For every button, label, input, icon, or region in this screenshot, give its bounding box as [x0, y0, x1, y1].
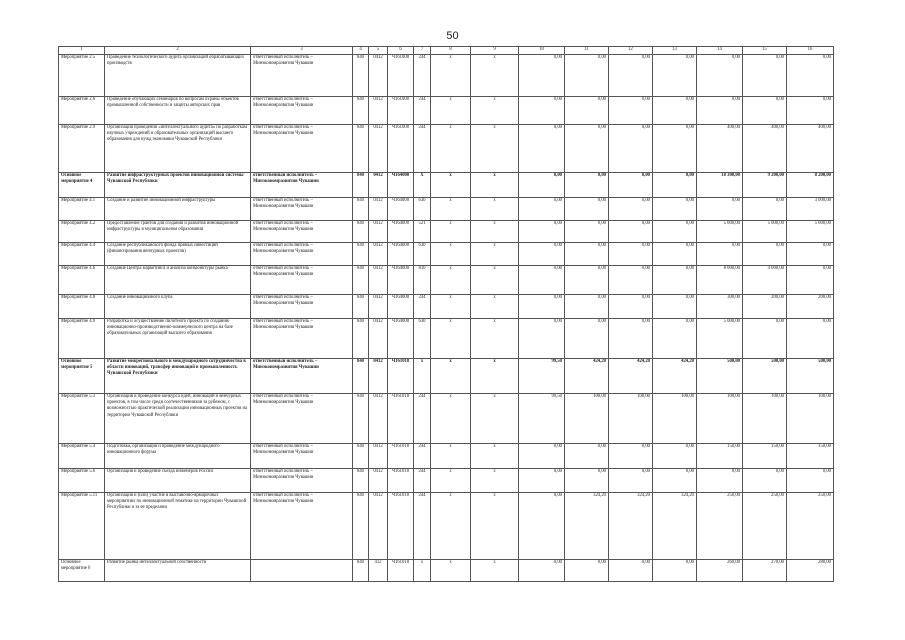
- cell-target-article: Ч161018: [388, 469, 414, 493]
- cell-val-2015: 0,00: [565, 97, 609, 125]
- cell-expense-type: 244: [414, 125, 431, 173]
- cell-val-2020: 0,00: [787, 55, 834, 97]
- cell-val-2019: 200,00: [743, 295, 787, 319]
- cell-executor: ответственный исполнитель – Минэкономразвития Чувашии: [251, 319, 353, 359]
- cell-activity-title: Создание инновационного клуба: [105, 295, 251, 319]
- cell-val-2015: 0,00: [565, 125, 609, 173]
- cell-val-2017: 0,00: [653, 319, 697, 359]
- cell-activity-code: Мероприятие 4.8: [59, 295, 105, 319]
- cell-val-2020: 8 200,00: [787, 173, 834, 198]
- cell-section-code: 0412: [369, 198, 388, 221]
- cell-target-article: Ч161000: [388, 97, 414, 125]
- cell-val-2014: 99,50: [519, 359, 565, 394]
- cell-val-2020: 280,00: [787, 560, 834, 582]
- cell-val-2018: 400,00: [697, 125, 743, 173]
- cell-activity-code: Мероприятие 5.11: [59, 493, 105, 560]
- cell-val-2014: 0,00: [519, 221, 565, 243]
- cell-executor: ответственный исполнитель – Минэкономразвития Чувашии: [251, 295, 353, 319]
- cell-section-code: 0412: [369, 125, 388, 173]
- cell-fin-source-2: х: [471, 359, 519, 394]
- cell-val-2019: 9 200,00: [743, 173, 787, 198]
- cell-executor: ответственный исполнитель – Минэкономразвития Чувашии: [251, 55, 353, 97]
- cell-activity-code: Мероприятие 4.1: [59, 198, 105, 221]
- cell-val-2020: 150,00: [787, 444, 834, 469]
- cell-val-2014: 0,00: [519, 560, 565, 582]
- cell-val-2017: 0,00: [653, 125, 697, 173]
- column-number: 3: [251, 47, 353, 55]
- cell-target-article: Ч161018: [388, 493, 414, 560]
- cell-executor: ответственный исполнитель – Минэкономразвития Чувашии: [251, 125, 353, 173]
- cell-activity-title: Создание и развитие инновационной инфраструктуры: [105, 198, 251, 221]
- cell-val-2019: 250,00: [743, 493, 787, 560]
- column-number: 4: [353, 47, 369, 55]
- cell-val-2014: 0,00: [519, 493, 565, 560]
- cell-val-2016: 0,00: [609, 266, 653, 295]
- table-row: [59, 359, 834, 394]
- cell-expense-type: Х: [414, 173, 431, 198]
- cell-expense-type: х: [414, 359, 431, 394]
- cell-executor: [251, 560, 353, 582]
- cell-val-2020: 400,00: [787, 125, 834, 173]
- cell-val-2017: 100,00: [653, 394, 697, 444]
- cell-val-2014: 0,00: [519, 97, 565, 125]
- cell-val-2014: 0,00: [519, 125, 565, 173]
- cell-val-2017: 0,00: [653, 97, 697, 125]
- cell-val-2015: 100,00: [565, 394, 609, 444]
- cell-val-2014: 0,00: [519, 469, 565, 493]
- cell-val-2018: 150,00: [697, 444, 743, 469]
- cell-fin-source-1: х: [431, 359, 471, 394]
- cell-val-2015: 424,20: [565, 359, 609, 394]
- cell-executor: ответственный исполнитель – Минэкономразвития Чувашии: [251, 493, 353, 560]
- cell-val-2019: 4 000,00: [743, 266, 787, 295]
- cell-val-2017: 0,00: [653, 198, 697, 221]
- cell-val-2015: 0,00: [565, 319, 609, 359]
- cell-target-article: Ч161000: [388, 125, 414, 173]
- cell-grbs-code: 840: [353, 173, 369, 198]
- cell-activity-title: Разработка и осуществление пилотного проекта по созданию инновационно-производственно-коммерческого центра на базе образовательных организаций высшего образования: [105, 319, 251, 359]
- cell-val-2014: 0,00: [519, 173, 565, 198]
- cell-val-2020: 0,00: [787, 243, 834, 266]
- cell-fin-source-2: х: [471, 55, 519, 97]
- cell-val-2017: 424,20: [653, 359, 697, 394]
- cell-val-2017: 0,00: [653, 221, 697, 243]
- cell-val-2019: 0,00: [743, 243, 787, 266]
- cell-expense-type: 244: [414, 493, 431, 560]
- column-number: 13: [653, 47, 697, 55]
- cell-expense-type: 630: [414, 198, 431, 221]
- cell-activity-title: Развитие межрегионального и международного сотрудничества в области инноваций, трансфер инноваций в промышленность Чувашской Республики: [105, 359, 251, 394]
- table-row: [59, 266, 834, 295]
- cell-val-2018: 18 300,00: [697, 173, 743, 198]
- cell-executor: ответственный исполнитель – Минэкономразвития Чувашии: [251, 394, 353, 444]
- cell-val-2018: 5 000,00: [697, 221, 743, 243]
- cell-fin-source-1: х: [431, 319, 471, 359]
- column-number: 14: [697, 47, 743, 55]
- cell-activity-code: Мероприятие 2.9: [59, 125, 105, 173]
- cell-val-2015: 0,00: [565, 266, 609, 295]
- cell-val-2020: 250,00: [787, 493, 834, 560]
- cell-target-article: Ч161018: [388, 444, 414, 469]
- cell-executor: ответственный исполнитель – Минэкономразвития Чувашии: [251, 198, 353, 221]
- cell-target-article: Ч164000: [388, 243, 414, 266]
- column-number: 11: [565, 47, 609, 55]
- table-row: [59, 469, 834, 493]
- cell-val-2019: 400,00: [743, 125, 787, 173]
- cell-val-2014: 0,00: [519, 266, 565, 295]
- table-row: [59, 319, 834, 359]
- cell-grbs-code: 840: [353, 469, 369, 493]
- cell-fin-source-2: х: [471, 125, 519, 173]
- cell-fin-source-1: х: [431, 55, 471, 97]
- cell-activity-code: Мероприятие 5.4: [59, 444, 105, 469]
- cell-expense-type: 810: [414, 266, 431, 295]
- cell-fin-source-2: х: [471, 221, 519, 243]
- cell-activity-code: Мероприятие 5.6: [59, 469, 105, 493]
- table-row: [59, 493, 834, 560]
- cell-val-2016: 0,00: [609, 221, 653, 243]
- cell-expense-type: 244: [414, 394, 431, 444]
- cell-val-2016: 424,20: [609, 359, 653, 394]
- cell-val-2020: 0,00: [787, 97, 834, 125]
- table-row: [59, 444, 834, 469]
- cell-fin-source-1: х: [431, 221, 471, 243]
- cell-grbs-code: 840: [353, 359, 369, 394]
- cell-fin-source-2: х: [471, 173, 519, 198]
- cell-val-2019: 100,00: [743, 394, 787, 444]
- cell-expense-type: 244: [414, 295, 431, 319]
- cell-val-2020: 0,00: [787, 266, 834, 295]
- cell-fin-source-1: х: [431, 266, 471, 295]
- cell-activity-title: Организация проведения «интеллектуального аудита» по разработкам научных учреждений и образовательных организаций высшего образования для нужд экономики Чувашской Республики: [105, 125, 251, 173]
- cell-val-2015: 0,00: [565, 221, 609, 243]
- cell-fin-source-1: х: [431, 560, 471, 582]
- cell-val-2016: 324,20: [609, 493, 653, 560]
- cell-activity-title: Создание республиканского фонда прямых инвестиций (финансирования венчурных проектов): [105, 243, 251, 266]
- cell-fin-source-1: х: [431, 198, 471, 221]
- cell-val-2019: 500,00: [743, 359, 787, 394]
- cell-grbs-code: 840: [353, 55, 369, 97]
- cell-grbs-code: 840: [353, 221, 369, 243]
- cell-grbs-code: 840: [353, 493, 369, 560]
- cell-executor: ответственный исполнитель – Минэкономразвития Чувашии: [251, 173, 353, 198]
- cell-val-2015: 0,00: [565, 469, 609, 493]
- cell-val-2017: 0,00: [653, 55, 697, 97]
- cell-val-2020: 200,00: [787, 295, 834, 319]
- cell-executor: ответственный исполнитель – Минэкономразвития Чувашии: [251, 221, 353, 243]
- table-row: [59, 97, 834, 125]
- cell-val-2015: 0,00: [565, 173, 609, 198]
- cell-val-2014: 0,00: [519, 444, 565, 469]
- cell-grbs-code: 840: [353, 444, 369, 469]
- cell-val-2017: 0,00: [653, 469, 697, 493]
- cell-activity-title: Организация и проведение конкурса идей, инноваций и венчурных проектов, в том числе среди соотечественников за рубежом, с возможностью практической реализации инновационных проектов на территории Чувашской Республики: [105, 394, 251, 444]
- cell-grbs-code: 840: [353, 97, 369, 125]
- cell-expense-type: 521: [414, 221, 431, 243]
- table-row: [59, 243, 834, 266]
- cell-val-2020: 500,00: [787, 359, 834, 394]
- cell-val-2016: 0,00: [609, 198, 653, 221]
- cell-val-2020: 0,00: [787, 319, 834, 359]
- cell-section-code: 0412: [369, 173, 388, 198]
- cell-fin-source-2: х: [471, 266, 519, 295]
- cell-activity-code: Мероприятие 4.2: [59, 221, 105, 243]
- cell-val-2019: 0,00: [743, 469, 787, 493]
- cell-fin-source-1: х: [431, 295, 471, 319]
- cell-val-2014: 0,00: [519, 295, 565, 319]
- cell-val-2014: 0,00: [519, 243, 565, 266]
- column-number: 7: [414, 47, 431, 55]
- cell-activity-code: Основное мероприятие 4: [59, 173, 105, 198]
- cell-val-2017: 0,00: [653, 560, 697, 582]
- cell-val-2017: 0,00: [653, 266, 697, 295]
- cell-val-2018: 0,00: [697, 469, 743, 493]
- cell-section-code: 0412: [369, 469, 388, 493]
- cell-val-2015: 0,00: [565, 55, 609, 97]
- cell-executor: ответственный исполнитель – Минэкономразвития Чувашии: [251, 444, 353, 469]
- cell-target-article: Ч161018: [388, 394, 414, 444]
- cell-val-2020: 5 000,00: [787, 221, 834, 243]
- cell-val-2015: 0,00: [565, 243, 609, 266]
- cell-grbs-code: 840: [353, 243, 369, 266]
- cell-activity-title: Проведение обучающих семинаров по вопросам охраны объектов промышленной собственности и защиты авторских прав: [105, 97, 251, 125]
- cell-fin-source-2: х: [471, 295, 519, 319]
- cell-val-2019: 0,00: [743, 55, 787, 97]
- cell-grbs-code: 840: [353, 560, 369, 582]
- cell-fin-source-2: х: [471, 444, 519, 469]
- cell-activity-code: Мероприятие 2.5: [59, 55, 105, 97]
- cell-executor: ответственный исполнитель – Минэкономразвития Чувашии: [251, 266, 353, 295]
- table-row: [59, 295, 834, 319]
- column-number: 10: [519, 47, 565, 55]
- cell-grbs-code: 840: [353, 125, 369, 173]
- cell-target-article: Ч164000: [388, 266, 414, 295]
- cell-expense-type: 244: [414, 55, 431, 97]
- cell-val-2018: 250,00: [697, 493, 743, 560]
- cell-fin-source-1: х: [431, 394, 471, 444]
- cell-section-code: 0412: [369, 221, 388, 243]
- cell-val-2017: 0,00: [653, 444, 697, 469]
- cell-activity-code: Мероприятие 4.4: [59, 243, 105, 266]
- cell-activity-code: Основное мероприятие 6: [59, 560, 105, 582]
- cell-activity-title: Подготовка, организация и проведение международного инновационного форума: [105, 444, 251, 469]
- cell-val-2016: 0,00: [609, 295, 653, 319]
- cell-target-article: Ч164000: [388, 173, 414, 198]
- cell-activity-title: Предоставление грантов для создания и развития инновационной инфраструктуры в муниципальном образовании: [105, 221, 251, 243]
- column-number: 12: [609, 47, 653, 55]
- cell-val-2019: 5 000,00: [743, 221, 787, 243]
- cell-val-2017: 0,00: [653, 243, 697, 266]
- cell-fin-source-2: х: [471, 319, 519, 359]
- cell-target-article: Ч164000: [388, 198, 414, 221]
- cell-val-2014: 0,00: [519, 55, 565, 97]
- cell-target-article: Ч161018: [388, 359, 414, 394]
- cell-fin-source-1: х: [431, 243, 471, 266]
- cell-val-2017: 324,20: [653, 493, 697, 560]
- cell-executor: ответственный исполнитель – Минэкономразвития Чувашии: [251, 359, 353, 394]
- budget-table: [58, 46, 834, 582]
- cell-val-2017: 0,00: [653, 173, 697, 198]
- cell-val-2016: 0,00: [609, 243, 653, 266]
- cell-expense-type: 244: [414, 444, 431, 469]
- cell-section-code: 412: [369, 560, 388, 582]
- cell-val-2017: 0,00: [653, 295, 697, 319]
- cell-val-2020: 100,00: [787, 394, 834, 444]
- cell-val-2018: 300,00: [697, 295, 743, 319]
- cell-grbs-code: 840: [353, 319, 369, 359]
- cell-fin-source-2: х: [471, 198, 519, 221]
- cell-executor: ответственный исполнитель – Минэкономразвития Чувашии: [251, 243, 353, 266]
- table-row: [59, 125, 834, 173]
- cell-fin-source-1: х: [431, 173, 471, 198]
- cell-val-2016: 0,00: [609, 444, 653, 469]
- cell-activity-code: Мероприятие 4.9: [59, 319, 105, 359]
- cell-val-2014: 0,00: [519, 319, 565, 359]
- column-number: 6: [388, 47, 414, 55]
- cell-grbs-code: 840: [353, 198, 369, 221]
- table-row: [59, 394, 834, 444]
- table-row: [59, 221, 834, 243]
- cell-fin-source-1: х: [431, 469, 471, 493]
- table-row: [59, 173, 834, 198]
- column-number: 16: [787, 47, 834, 55]
- cell-val-2019: 0,00: [743, 198, 787, 221]
- cell-fin-source-2: х: [471, 469, 519, 493]
- cell-section-code: 0412: [369, 295, 388, 319]
- cell-expense-type: х: [414, 560, 431, 582]
- cell-val-2018: 100,00: [697, 394, 743, 444]
- cell-activity-code: Мероприятие 5.3: [59, 394, 105, 444]
- cell-val-2020: 3 000,00: [787, 198, 834, 221]
- cell-target-article: Ч161018: [388, 560, 414, 582]
- cell-val-2015: 324,20: [565, 493, 609, 560]
- column-number: 5: [369, 47, 388, 55]
- cell-section-code: 0412: [369, 319, 388, 359]
- cell-fin-source-1: х: [431, 444, 471, 469]
- cell-expense-type: 244: [414, 97, 431, 125]
- cell-activity-title: Развитие инфраструктурных проектов инновационной системы Чувашской Республики: [105, 173, 251, 198]
- cell-section-code: 0412: [369, 359, 388, 394]
- cell-section-code: 0412: [369, 55, 388, 97]
- cell-val-2018: 0,00: [697, 97, 743, 125]
- cell-val-2015: 0,00: [565, 444, 609, 469]
- column-number: 9: [471, 47, 519, 55]
- cell-val-2015: 0,00: [565, 560, 609, 582]
- cell-fin-source-2: х: [471, 97, 519, 125]
- cell-val-2019: 0,00: [743, 319, 787, 359]
- cell-val-2016: 0,00: [609, 97, 653, 125]
- table-row: [59, 198, 834, 221]
- cell-target-article: Ч164000: [388, 319, 414, 359]
- cell-val-2018: 0,00: [697, 243, 743, 266]
- column-number: 1: [59, 47, 105, 55]
- cell-activity-code: Мероприятие 4.6: [59, 266, 105, 295]
- cell-fin-source-2: х: [471, 243, 519, 266]
- cell-section-code: 0412: [369, 394, 388, 444]
- cell-grbs-code: 840: [353, 266, 369, 295]
- cell-executor: ответственный исполнитель – Минэкономразвития Чувашии: [251, 469, 353, 493]
- cell-activity-title: Развитие рынка интеллектуальной собственности: [105, 560, 251, 582]
- cell-val-2016: 100,00: [609, 394, 653, 444]
- cell-val-2018: 0,00: [697, 55, 743, 97]
- cell-val-2018: 500,00: [697, 359, 743, 394]
- page-number: 50: [446, 30, 459, 42]
- cell-fin-source-1: х: [431, 493, 471, 560]
- cell-executor: ответственный исполнитель – Минэкономразвития Чувашии: [251, 97, 353, 125]
- cell-val-2018: 8 000,00: [697, 266, 743, 295]
- cell-val-2018: 5 000,00: [697, 319, 743, 359]
- cell-val-2016: 0,00: [609, 125, 653, 173]
- cell-val-2018: 260,00: [697, 560, 743, 582]
- column-number: 8: [431, 47, 471, 55]
- cell-activity-code: Основное мероприятие 5: [59, 359, 105, 394]
- cell-section-code: 0412: [369, 493, 388, 560]
- cell-grbs-code: 840: [353, 394, 369, 444]
- table-row: [59, 55, 834, 97]
- cell-activity-code: Мероприятие 2.6: [59, 97, 105, 125]
- cell-fin-source-2: х: [471, 394, 519, 444]
- cell-val-2016: 0,00: [609, 469, 653, 493]
- cell-target-article: Ч164000: [388, 295, 414, 319]
- cell-activity-title: Проведение технологического аудита организаций обрабатывающих производств: [105, 55, 251, 97]
- cell-val-2018: 0,00: [697, 198, 743, 221]
- cell-val-2019: 150,00: [743, 444, 787, 469]
- cell-val-2019: 0,00: [743, 97, 787, 125]
- cell-section-code: 0412: [369, 97, 388, 125]
- cell-val-2015: 0,00: [565, 295, 609, 319]
- cell-val-2020: 0,00: [787, 469, 834, 493]
- cell-section-code: 0412: [369, 266, 388, 295]
- cell-val-2014: 99,50: [519, 394, 565, 444]
- cell-target-article: Ч161000: [388, 55, 414, 97]
- cell-expense-type: 630: [414, 243, 431, 266]
- cell-fin-source-1: х: [431, 97, 471, 125]
- cell-val-2014: 0,00: [519, 198, 565, 221]
- cell-section-code: 0412: [369, 444, 388, 469]
- cell-target-article: Ч164000: [388, 221, 414, 243]
- cell-section-code: 0412: [369, 243, 388, 266]
- cell-fin-source-2: х: [471, 560, 519, 582]
- cell-val-2016: 0,00: [609, 319, 653, 359]
- cell-expense-type: 630: [414, 319, 431, 359]
- cell-grbs-code: 840: [353, 295, 369, 319]
- cell-fin-source-2: х: [471, 493, 519, 560]
- cell-val-2019: 270,00: [743, 560, 787, 582]
- cell-activity-title: Организация и (или) участие в выставочно-ярмарочных мероприятиях по инновационной тематике на территории Чувашской Республики и за ее пределами: [105, 493, 251, 560]
- cell-expense-type: 244: [414, 469, 431, 493]
- cell-val-2016: 0,00: [609, 55, 653, 97]
- cell-val-2016: 0,00: [609, 173, 653, 198]
- cell-val-2015: 0,00: [565, 198, 609, 221]
- column-number-row: [59, 47, 834, 55]
- cell-activity-title: Создание Центра маркетинга и анализа конъюнктуры рынка: [105, 266, 251, 295]
- column-number: 2: [105, 47, 251, 55]
- cell-activity-title: Организация и проведение съезда инженеров России: [105, 469, 251, 493]
- column-number: 15: [743, 47, 787, 55]
- cell-val-2016: 0,00: [609, 560, 653, 582]
- cell-fin-source-1: х: [431, 125, 471, 173]
- table-row: [59, 560, 834, 582]
